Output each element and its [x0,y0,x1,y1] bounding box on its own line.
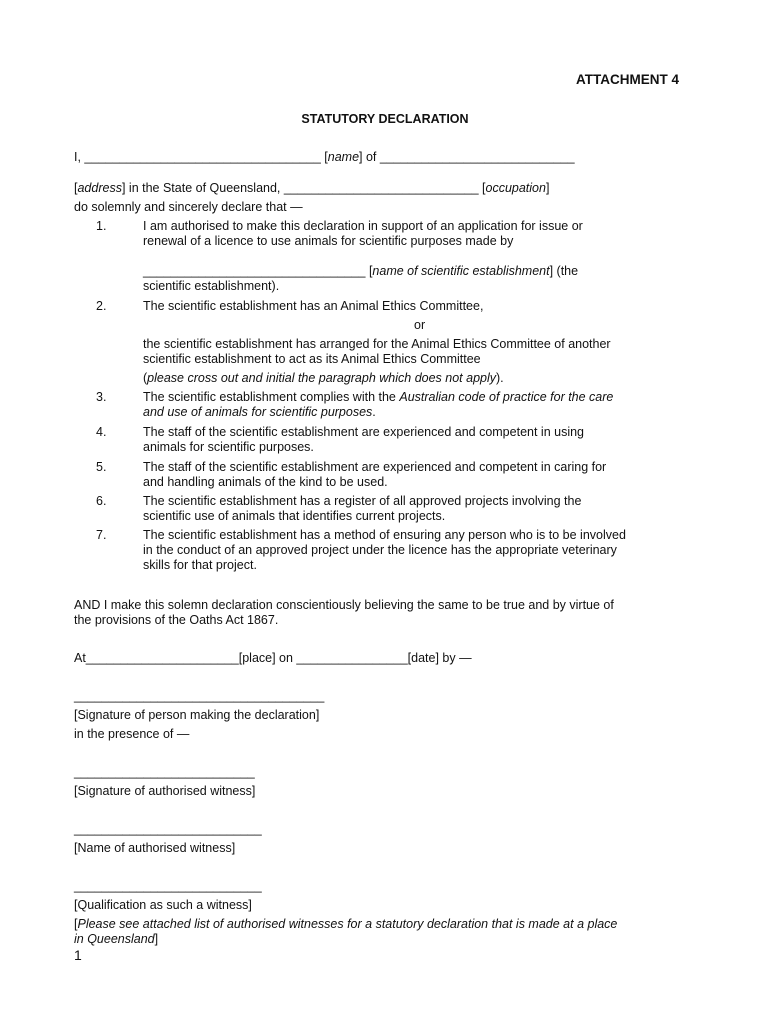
declare-intro: do solemnly and sincerely declare that — [74,200,303,214]
witness-note-line: in Queensland] [74,932,159,946]
item-number: 3. [96,390,107,404]
establishment-blank[interactable]: ________________________________ [143,264,366,278]
item-2-line: The scientific establishment has an Animal Ethics Committee, [143,299,484,313]
witness-name-label: [Name of authorised witness] [74,841,236,855]
item-2-or: or [414,318,426,332]
item-3-line: and use of animals for scientific purposes. [143,405,376,419]
item-7-line: skills for that project. [143,558,257,572]
item-5-line: The staff of the scientific establishment are experienced and competent in caring for [143,460,607,474]
witness-note-line: [Please see attached list of authorised witnesses for a statutory declaration that is made at a place [74,917,618,931]
document-title: STATUTORY DECLARATION [301,112,469,126]
item-number: 6. [96,494,107,508]
item-1-establishment-line: ________________________________ [name of scientific establishment] (the [143,264,579,278]
occupation-blank[interactable]: ____________________________ [283,181,479,195]
declarant-signature-label: [Signature of person making the declaration] [74,708,320,722]
item-2-line: the scientific establishment has arranged for the Animal Ethics Committee of another [143,337,611,351]
witness-qualification-line[interactable]: ___________________________ [74,879,262,893]
item-7-line: The scientific establishment has a method of ensuring any person who is to be involved [143,528,626,542]
item-5-line: and handling animals of the kind to be used. [143,475,388,489]
attachment-label: ATTACHMENT 4 [576,72,679,87]
name-blank[interactable]: __________________________________ [84,150,321,164]
item-4-line: animals for scientific purposes. [143,440,314,454]
place-date-line[interactable]: At______________________[place] on ________________[date] by — [74,651,472,665]
item-1-line: renewal of a licence to use animals for scientific purposes made by [143,234,514,248]
page-number: 1 [74,947,82,963]
item-4-line: The staff of the scientific establishment are experienced and competent in using [143,425,584,439]
witness-name-line[interactable]: ___________________________ [74,822,262,836]
item-6-line: The scientific establishment has a register of all approved projects involving the [143,494,582,508]
item-2-instruction: (please cross out and initial the paragraph which does not apply). [143,371,504,385]
presence-text: in the presence of — [74,727,190,741]
item-1-line: scientific establishment). [143,279,280,293]
item-number: 4. [96,425,107,439]
declarant-line: I, __________________________________ [name] of ____________________________ [74,150,575,164]
declarant-signature-line[interactable]: ____________________________________ [74,689,325,703]
witness-qualification-label: [Qualification as such a witness] [74,898,252,912]
item-2-line: scientific establishment to act as its Animal Ethics Committee [143,352,481,366]
declaration-line: the provisions of the Oaths Act 1867. [74,613,279,627]
item-number: 1. [96,219,107,233]
item-number: 5. [96,460,107,474]
witness-signature-line[interactable]: __________________________ [74,765,255,779]
item-1-line: I am authorised to make this declaration in support of an application for issue or [143,219,583,233]
declaration-line: AND I make this solemn declaration conscientiously believing the same to be true and by virtue of [74,598,614,612]
item-6-line: scientific use of animals that identifies current projects. [143,509,446,523]
address-line: [address] in the State of Queensland, ____________________________ [occupation] [74,181,550,195]
item-number: 2. [96,299,107,313]
item-number: 7. [96,528,107,542]
item-3-line: The scientific establishment complies with the Australian code of practice for the care [143,390,614,404]
of-blank[interactable]: ____________________________ [379,150,575,164]
witness-signature-label: [Signature of authorised witness] [74,784,256,798]
item-7-line: in the conduct of an approved project under the licence has the appropriate veterinary [143,543,617,557]
